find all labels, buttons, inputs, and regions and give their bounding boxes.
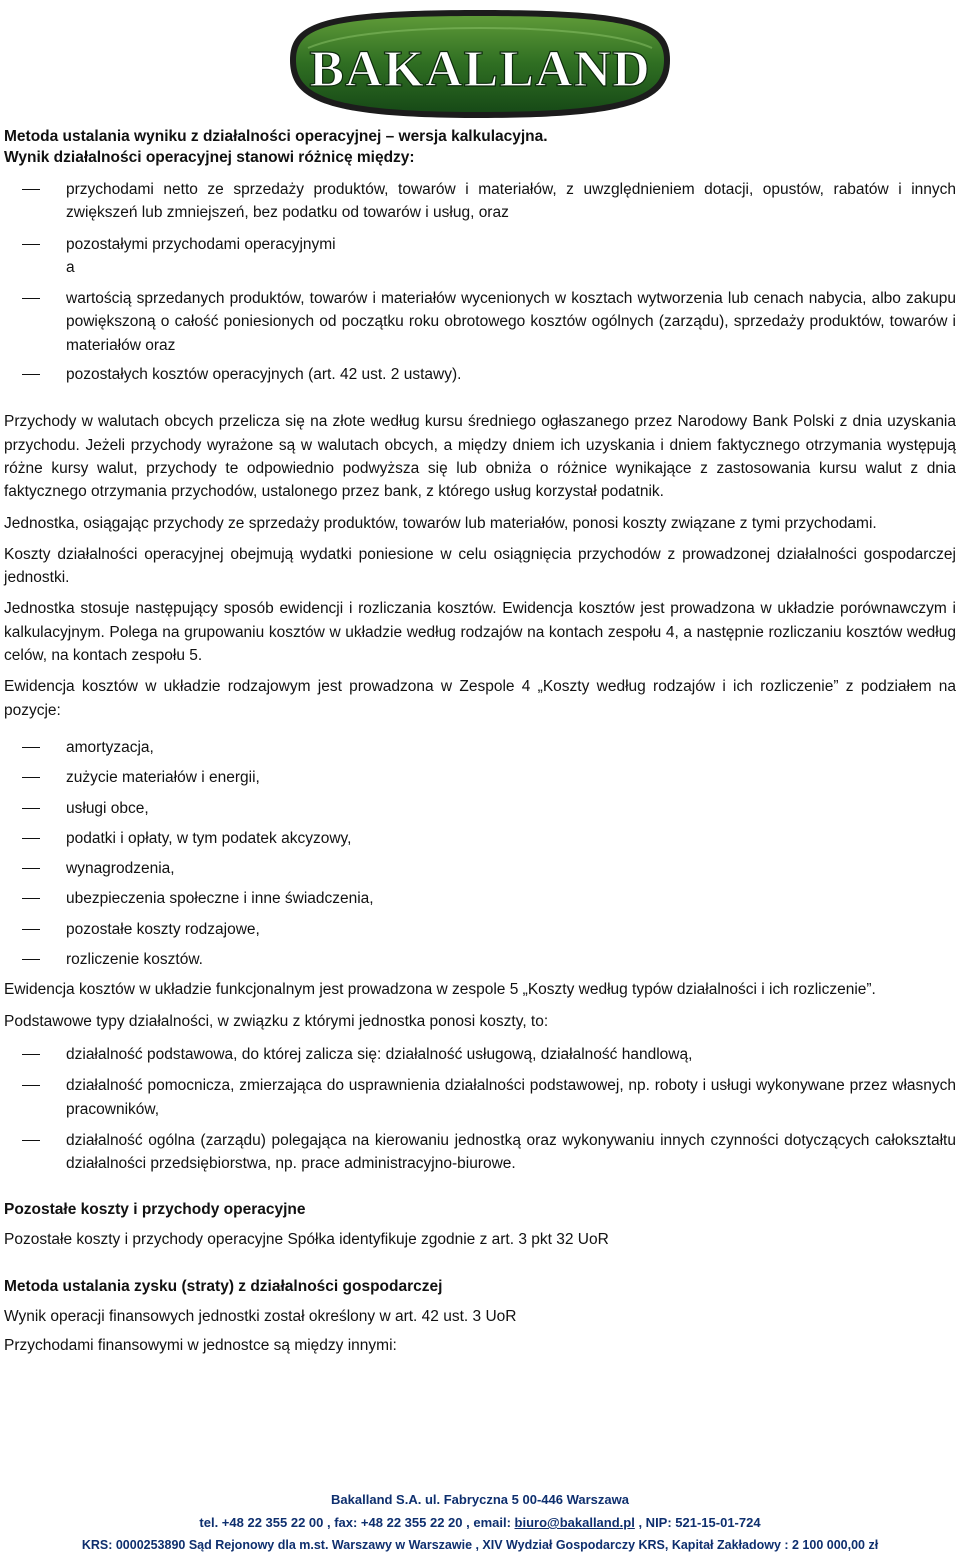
dash-bullet [22, 1054, 40, 1055]
footer-registry: KRS: 0000253890 Sąd Rejonowy dla m.st. Warszawy w Warszawie , XIV Wydział Gospodarczy KRS, Kapitał Zakładowy : 2 100 000,00 zł [81, 1538, 879, 1552]
connector-text: a [66, 258, 75, 276]
footer-email-link[interactable]: biuro@bakalland.pl [514, 1515, 635, 1530]
paragraph-cost-by-type: Ewidencja kosztów w układzie rodzajowym jest prowadzona w Zespole 4 „Koszty według rodzajów i ich rozliczenie” z podziałem na pozycje: [4, 678, 956, 719]
activity-types-list [4, 1043, 956, 1175]
list-item: amortyzacja, [4, 736, 956, 759]
bakalland-logo [284, 8, 676, 122]
list-item: pozostałe koszty rodzajowe, [4, 918, 956, 941]
footer-company: Bakalland S.A. ul. Fabryczna 5 00-446 Warszawa [331, 1492, 629, 1507]
list-item: pozostałych kosztów operacyjnych (art. 42 ust. 2 ustawy). [4, 363, 956, 386]
logo-text: BAKALLAND [309, 41, 651, 98]
dash-bullet [22, 747, 40, 748]
dash-bullet [22, 868, 40, 869]
dash-bullet [22, 838, 40, 839]
dash-bullet [22, 374, 40, 375]
dash-bullet [22, 244, 40, 245]
dash-bullet [22, 1085, 40, 1086]
list-item: wartością sprzedanych produktów, towarów i materiałów wycenionych w kosztach wytworzenia lub cenach nabycia, albo zakupu powiększoną o całość poniesionych od początku roku obrotowego kosztów ogólnych (zarządu), sprzedaży produktów, towarów i materiałów oraz [4, 287, 956, 357]
list-item: działalność podstawowa, do której zalicza się: działalność usługową, działalność handlową, [4, 1043, 956, 1066]
list-item: rozliczenie kosztów. [4, 948, 956, 971]
paragraph-cost-accounting: Jednostka stosuje następujący sposób ewidencji i rozliczania kosztów. Ewidencja kosztów jest prowadzona w układzie porównawczym i kalkulacyjnym. Polega na grupowaniu kosztów w układzie według rodzajów na kontach zespołu 4, a następnie rozliczaniu kosztów według celów, na kontach zespołu 5. [4, 600, 956, 665]
list-item: usługi obce, [4, 797, 956, 820]
paragraph-financial-result: Wynik operacji finansowych jednostki został określony w art. 42 ust. 3 UoR [4, 1307, 517, 1325]
document-body [4, 126, 956, 1357]
list-item: podatki i opłaty, w tym podatek akcyzowy, [4, 827, 956, 850]
operating-result-list [4, 178, 956, 386]
section-subtitle-operating-result: Wynik działalności operacyjnej stanowi różnicę między: [4, 149, 415, 166]
list-item: przychodami netto ze sprzedaży produktów, towarów i materiałów, z uwzględnieniem dotacji, opustów, rabatów i innych zwiększeń lub zmniejszeń, bez podatku od towarów i usług, oraz [4, 178, 956, 225]
list-item: pozostałymi przychodami operacyjnymi a [4, 233, 956, 280]
list-item: ubezpieczenia społeczne i inne świadczenia, [4, 887, 956, 910]
paragraph-other-costs: Pozostałe koszty i przychody operacyjne Spółka identyfikuje zgodnie z art. 3 pkt 32 UoR [4, 1231, 609, 1249]
list-item: działalność ogólna (zarządu) polegająca na kierowaniu jednostką oraz wykonywaniu innych czynności dotyczących całokształtu działalności przedsiębiorstwa, np. prace administracyjno-biurowe. [4, 1129, 956, 1176]
dash-bullet [22, 898, 40, 899]
paragraph-financial-revenue: Przychodami finansowymi w jednostce są między innymi: [4, 1336, 397, 1354]
list-item: zużycie materiałów i energii, [4, 766, 956, 789]
dash-bullet [22, 929, 40, 930]
paragraph-revenue-costs: Jednostka, osiągając przychody ze sprzedaży produktów, towarów lub materiałów, ponosi koszty związane z tymi przychodami. [4, 514, 877, 532]
dash-bullet [22, 808, 40, 809]
list-item: działalność pomocnicza, zmierzająca do usprawnienia działalności podstawowej, np. roboty i usługi wykonywane przez własnych pracowników, [4, 1074, 956, 1121]
section-title-other-costs: Pozostałe koszty i przychody operacyjne [4, 1201, 306, 1219]
page-footer [0, 1488, 960, 1557]
logo-graphic [284, 8, 676, 122]
dash-bullet [22, 189, 40, 190]
list-item: wynagrodzenia, [4, 857, 956, 880]
section-title-profit-method: Metoda ustalania zysku (straty) z działalności gospodarczej [4, 1277, 443, 1295]
dash-bullet [22, 1140, 40, 1141]
paragraph-activity-intro: Podstawowe typy działalności, w związku z którymi jednostka ponosi koszty, to: [4, 1012, 549, 1030]
paragraph-functional: Ewidencja kosztów w układzie funkcjonalnym jest prowadzona w zespole 5 „Koszty według typów działalności i ich rozliczenie”. [4, 981, 876, 999]
paragraph-operating-costs: Koszty działalności operacyjnej obejmują wydatki poniesione w celu osiągnięcia przychodów z prowadzonej działalności gospodarczej jednostki. [4, 545, 956, 587]
cost-types-list [4, 736, 956, 971]
footer-contact: tel. +48 22 355 22 00 , fax: +48 22 355 22 20 , email: biuro@bakalland.pl , NIP: 521-15-01-724 [199, 1515, 761, 1530]
section-title-operating-result: Metoda ustalania wyniku z działalności operacyjnej – wersja kalkulacyjna. [4, 128, 548, 145]
paragraph-currency: Przychody w walutach obcych przelicza się na złote według kursu średniego ogłaszanego przez Narodowy Bank Polski z dnia uzyskania przychodu. Jeżeli przychody wyrażone są w walutach obcych, a między dniem ich uzyskania i dniem faktycznego otrzymania występują różne kursy walut, przychody te odpowiednio podwyższa się lub obniża o różnice wynikające z zastosowania kursu walut z dnia faktycznego otrzymania przychodów, ustalonego przez bank, z którego usług korzystał podatnik. [4, 413, 956, 501]
dash-bullet [22, 777, 40, 778]
dash-bullet [22, 959, 40, 960]
dash-bullet [22, 298, 40, 299]
